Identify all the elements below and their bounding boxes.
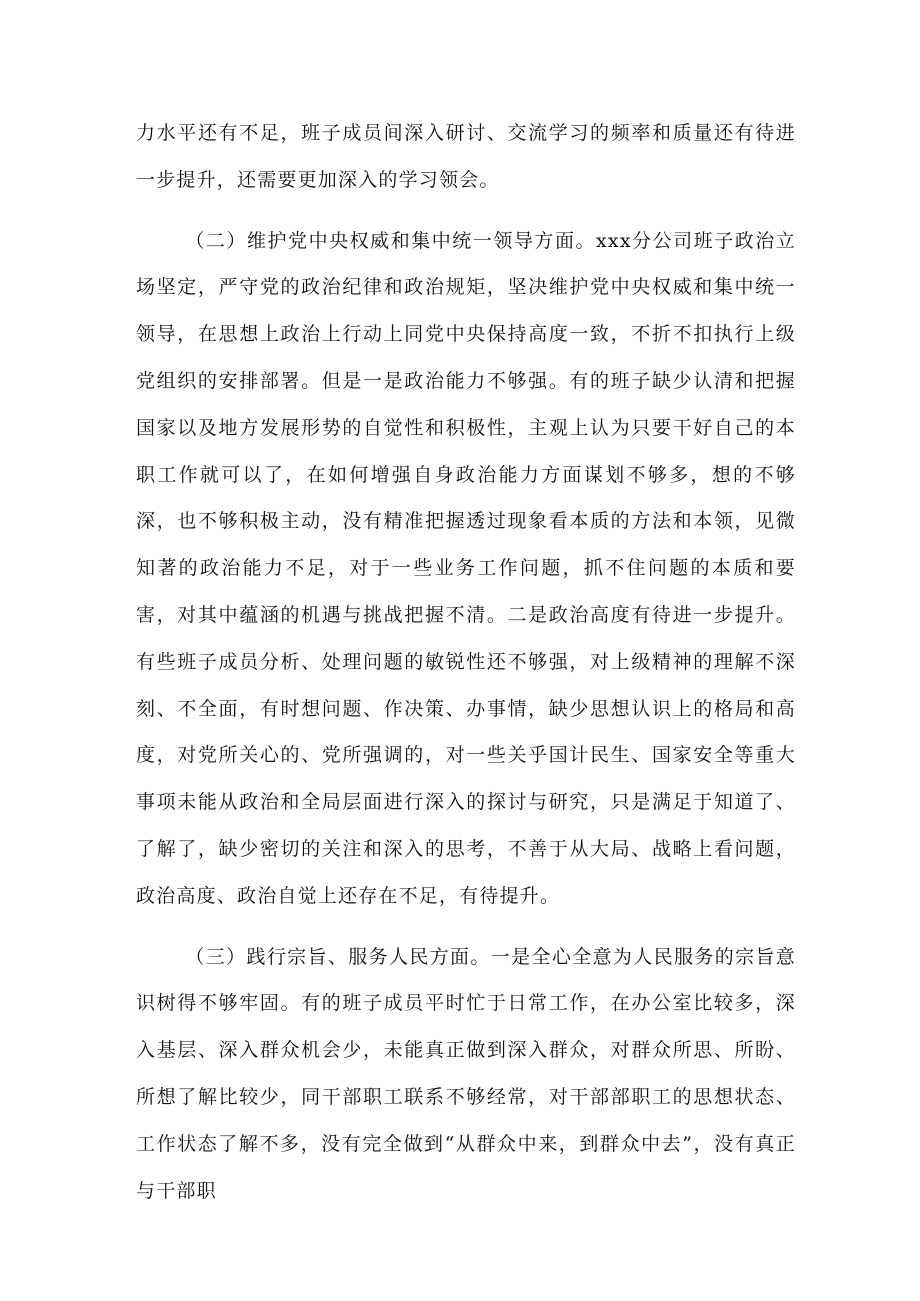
- paragraph-section-2: （二）维护党中央权威和集中统一领导方面。xxx分公司班子政治立场坚定，严守党的政治纪律和政治规矩，坚决维护党中央权威和集中统一领导，在思想上政治上行动上同党中央保持高度一致，不折不扣执行上级党组织的安排部署。但是一是政治能力不够强。有的班子缺少认清和把握国家以及地方发展形势的自觉性和积极性，主观上认为只要干好自己的本职工作就可以了，在如何增强自身政治能力方面谋划不够多，想的不够深，也不够积极主动，没有精准把握透过现象看本质的方法和本领，见微知著的政治能力不足，对于一些业务工作问题，抓不住问题的本质和要害，对其中蕴涵的机遇与挑战把握不清。二是政治高度有待进一步提升。有些班子成员分析、处理问题的敏锐性还不够强，对上级精神的理解不深刻、不全面，有时想问题、作决策、办事情，缺少思想认识上的格局和高度，对党所关心的、党所强调的，对一些关乎国计民生、国家安全等重大事项未能从政治和全局层面进行深入的探讨与研究，只是满足于知道了、了解了，缺少密切的关注和深入的思考，不善于从大局、战略上看问题，政治高度、政治自觉上还存在不足，有待提升。: [136, 229, 796, 907]
- paragraph-section-3: （三）践行宗旨、服务人民方面。一是全心全意为人民服务的宗旨意识树得不够牢固。有的班子成员平时忙于日常工作，在办公室比较多，深入基层、深入群众机会少，未能真正做到深入群众，对群众所思、所盼、所想了解比较少，同干部职工联系不够经常，对干部部职工的思想状态、工作状态了解不多，没有完全做到“从群众中来，到群众中去”，没有真正与干部职: [136, 945, 796, 1202]
- paragraph-continuation: 力水平还有不足，班子成员间深入研讨、交流学习的频率和质量还有待进一步提升，还需要更加深入的学习领会。: [136, 122, 796, 191]
- document-body: [136, 110, 796, 1214]
